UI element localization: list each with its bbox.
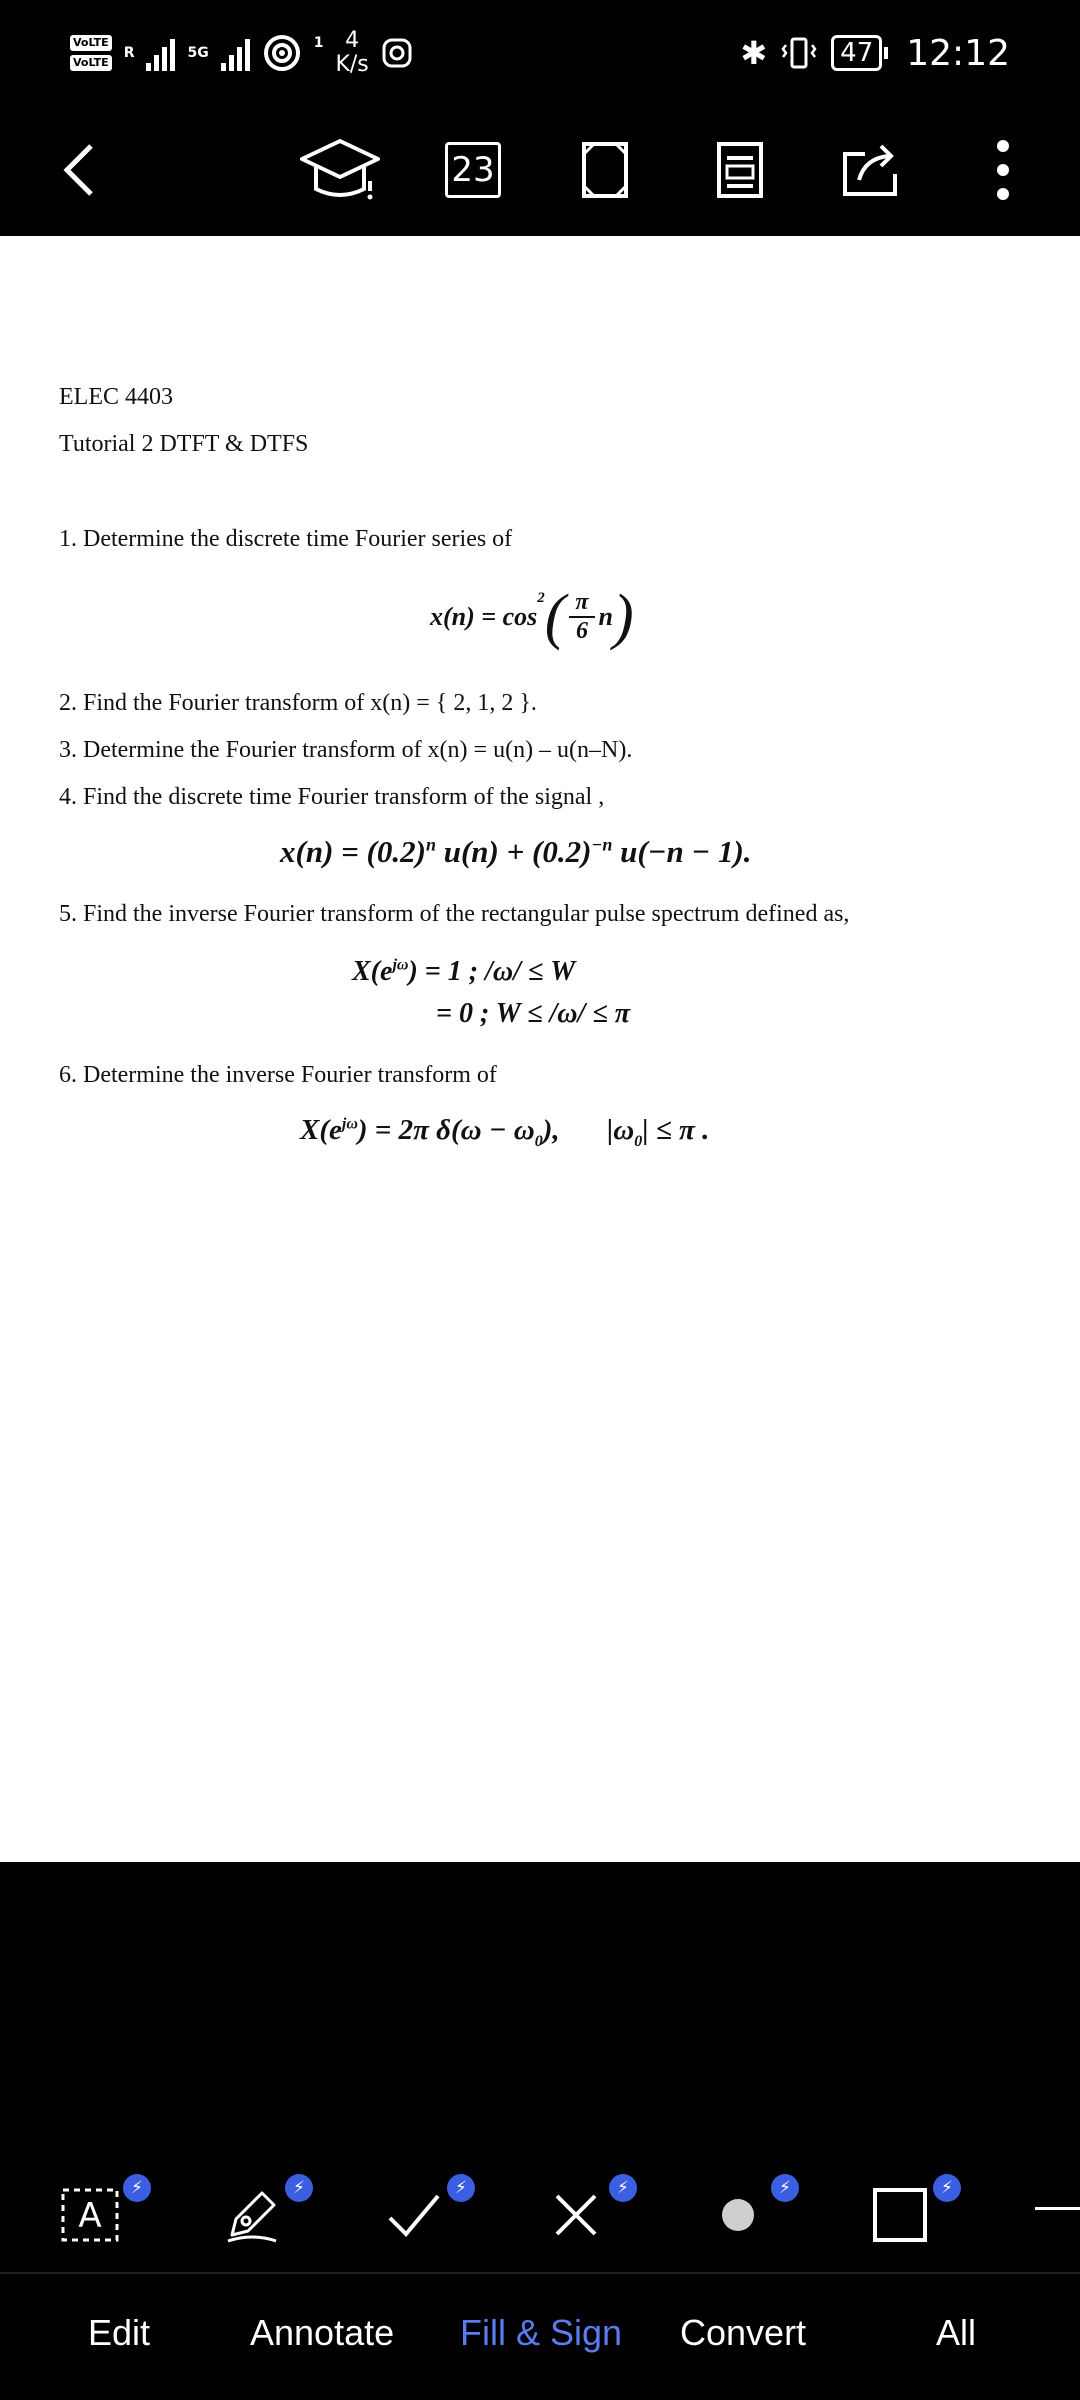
equation-6: $X(e^{j\omega}) = 2\pi$ $\delta(\omega - \omega_0)$, $|\omega_0| \le \pi$ . [300, 1114, 710, 1150]
fill-sign-tools [0, 2150, 1080, 2250]
fullscreen-button[interactable] [560, 125, 650, 215]
hotspot-count: 1 [313, 35, 324, 51]
back-icon [55, 140, 105, 200]
status-left [70, 28, 413, 78]
status-bar [0, 0, 1080, 105]
fullscreen-icon [580, 140, 630, 200]
battery-indicator: 47 [831, 35, 882, 71]
question-1: 1. Determine the discrete time Fourier series of [59, 526, 513, 552]
check-mark-icon [384, 2190, 444, 2240]
volte-badge-1: VoLTE [70, 35, 112, 51]
reading-mode-icon [715, 140, 765, 200]
page-count: 23 [445, 142, 501, 198]
signal-icon-2 [221, 35, 250, 71]
tab-fill-sign[interactable]: Fill & Sign [460, 2312, 623, 2353]
tab-annotate[interactable]: Annotate [250, 2312, 395, 2353]
tab-all[interactable]: All [936, 2312, 977, 2353]
question-3: 3. Determine the Fourier transform of x(n) = u(n) – u(n–N). [59, 737, 633, 763]
equation-5-line-2: = 0 ; W ≤ /ω/ ≤ π [436, 998, 630, 1029]
speed-value: 4 [345, 28, 360, 53]
bottom-nav [0, 2290, 1080, 2385]
svg-text:A: A [78, 2196, 102, 2236]
nav-divider [0, 2272, 1080, 2274]
dot-tool[interactable] [693, 2170, 791, 2260]
vibrate-icon [781, 35, 817, 71]
course-code: ELEC 4403 [59, 384, 173, 410]
premium-badge: ⚡ [771, 2174, 799, 2202]
premium-badge: ⚡ [609, 2174, 637, 2202]
text-box-icon [60, 2187, 120, 2243]
cross-mark-icon [551, 2190, 601, 2240]
bluetooth-icon: ✱ [740, 34, 768, 72]
instagram-icon [381, 37, 413, 69]
back-button[interactable] [35, 125, 125, 215]
premium-badge: ⚡ [447, 2174, 475, 2202]
cross-tool[interactable] [531, 2170, 629, 2260]
equation-5-line-1: $X(e^{j\omega}) = 1$ ; /ω/ ≤ W [352, 956, 576, 987]
status-right [740, 28, 1010, 78]
question-5: 5. Find the inverse Fourier transform of the rectangular pulse spectrum defined as, [59, 901, 850, 927]
signature-pen-icon [222, 2185, 282, 2245]
signal-icon-1 [146, 35, 175, 71]
hotspot-icon [262, 33, 302, 73]
graduation-cap-icon [298, 135, 382, 205]
rectangle-icon [872, 2187, 928, 2243]
reading-mode-button[interactable] [695, 125, 785, 215]
check-tool[interactable] [369, 2170, 467, 2260]
dot-icon [718, 2195, 758, 2235]
reader-toolbar [0, 105, 1080, 235]
volte-badge-2: VoLTE [70, 55, 112, 71]
signature-tool[interactable] [207, 2170, 305, 2260]
line-tool-partial[interactable] [1035, 2207, 1080, 2210]
learning-mode-button[interactable] [295, 125, 385, 215]
document-page[interactable] [0, 236, 1080, 1862]
tutorial-title: Tutorial 2 DTFT & DTFS [59, 431, 309, 457]
tab-edit[interactable]: Edit [88, 2312, 151, 2353]
more-button[interactable] [958, 125, 1048, 215]
question-2: 2. Find the Fourier transform of x(n) = { 2, 1, 2 }. [59, 690, 537, 716]
page-count-button[interactable] [428, 125, 518, 215]
more-icon [993, 138, 1013, 202]
premium-badge: ⚡ [933, 2174, 961, 2202]
roaming-indicator: R [123, 45, 135, 61]
clock: 12:12 [906, 32, 1010, 74]
text-box-tool[interactable] [45, 2170, 143, 2260]
speed-unit: K/s [335, 52, 369, 77]
volte-indicators [70, 35, 112, 71]
network-speed [335, 29, 368, 77]
share-button[interactable] [825, 125, 915, 215]
premium-badge: ⚡ [123, 2174, 151, 2202]
share-icon [835, 140, 905, 200]
tab-convert[interactable]: Convert [680, 2312, 807, 2353]
question-4: 4. Find the discrete time Fourier transform of the signal , [59, 784, 605, 810]
question-6: 6. Determine the inverse Fourier transform of [59, 1062, 497, 1088]
rectangle-tool[interactable] [855, 2170, 953, 2260]
premium-badge: ⚡ [285, 2174, 313, 2202]
equation-4: $x(n) = (0.2)^n$ $u(n) + (0.2)^{-n}$ u(−n − 1). [280, 834, 752, 869]
network-type: 5G [187, 45, 209, 61]
equation-1: x(n) = cos $^2$ ( π 6 n ) [430, 583, 634, 651]
